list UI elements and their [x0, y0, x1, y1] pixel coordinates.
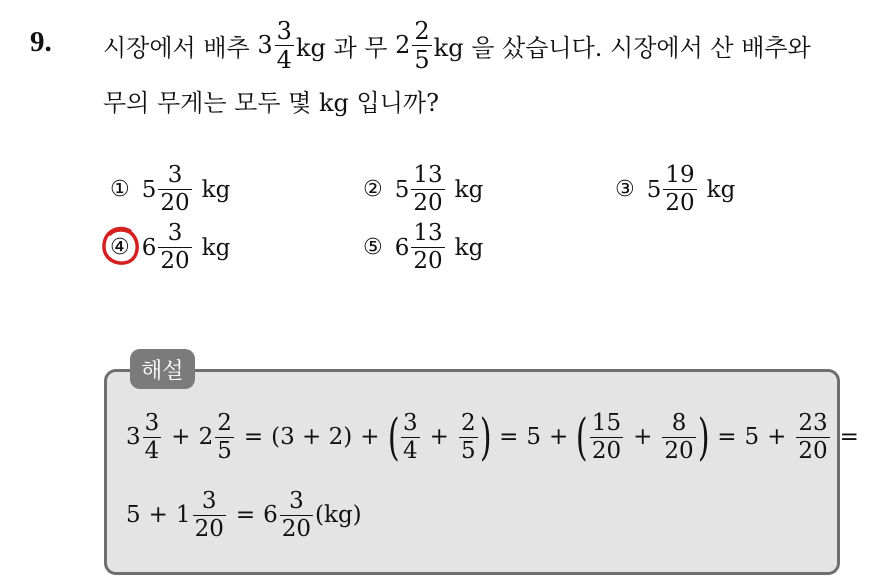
answer-denominator: 20 — [281, 515, 312, 542]
option-2-numerator: 13 — [413, 162, 443, 188]
radish-whole: 2 — [395, 31, 411, 59]
term-b-numerator: 2 — [217, 409, 232, 436]
five-value: 5 — [126, 502, 141, 528]
option-1-fraction — [158, 164, 191, 215]
cabbage-denominator: 4 — [276, 45, 292, 74]
term-g-denominator: 20 — [798, 437, 828, 464]
option-1-numerator: 3 — [167, 162, 183, 188]
term-h-whole: 1 — [175, 502, 191, 528]
term-h-numerator: 3 — [201, 487, 217, 514]
option-3[interactable] — [615, 164, 735, 215]
term-g-numerator: 23 — [798, 409, 828, 436]
term-d-fraction — [459, 409, 478, 464]
open-paren: ( — [387, 408, 400, 466]
solution-line-1 — [126, 402, 867, 472]
radish-fraction — [412, 16, 431, 74]
plus-sign: + — [633, 424, 653, 450]
question-text-part2: kg 과 무 — [295, 33, 396, 62]
radish-denominator: 5 — [414, 45, 430, 74]
term-f-numerator: 8 — [671, 409, 687, 436]
term-c-fraction — [401, 409, 420, 464]
option-1-marker: ① — [110, 177, 130, 202]
option-5-numerator: 13 — [413, 220, 443, 246]
term-b-denominator: 5 — [217, 437, 232, 464]
equals-sign: = — [839, 424, 859, 450]
term-d-numerator: 2 — [460, 409, 476, 436]
option-3-whole: 5 — [646, 176, 662, 203]
option-5-unit: kg — [454, 234, 484, 261]
cabbage-fraction — [275, 16, 294, 74]
option-3-numerator: 19 — [665, 162, 695, 188]
term-b-whole: 2 — [198, 424, 214, 450]
question-line-1 — [103, 18, 811, 72]
cabbage-whole: 3 — [257, 31, 273, 59]
equals-sign: = — [717, 424, 737, 450]
answer-whole: 6 — [263, 502, 278, 528]
question-text-part1: 시장에서 배추 — [103, 33, 258, 62]
option-4-fraction — [158, 222, 191, 273]
option-1-unit: kg — [201, 176, 231, 203]
whole-group: (3 + 2) — [271, 424, 353, 450]
answer-circle-mark — [100, 224, 142, 268]
option-1-whole: 5 — [141, 176, 157, 203]
term-h-denominator: 20 — [194, 515, 224, 542]
term-b-fraction — [215, 409, 234, 464]
option-3-fraction — [663, 164, 696, 215]
answer-unit: (kg) — [315, 502, 362, 528]
option-4-numerator: 3 — [167, 220, 183, 246]
option-4-whole: 6 — [141, 234, 157, 261]
plus-sign: + — [360, 424, 380, 450]
option-5-fraction — [411, 222, 444, 273]
plus-sign: + — [148, 502, 168, 528]
option-2-fraction — [411, 164, 444, 215]
term-c-denominator: 4 — [403, 437, 418, 464]
option-3-marker: ③ — [615, 177, 635, 202]
term-f-denominator: 20 — [664, 437, 694, 464]
option-4-unit: kg — [201, 234, 231, 261]
question-line-2: 무의 무게는 모두 몇 kg 입니까? — [103, 88, 439, 117]
option-3-denominator: 20 — [665, 190, 695, 216]
term-a-denominator: 4 — [144, 437, 160, 464]
option-1-denominator: 20 — [160, 190, 190, 216]
option-1[interactable] — [110, 164, 230, 215]
question-text-part3: kg 을 샀습니다. 시장에서 산 배추와 — [433, 33, 811, 62]
solution-line-2 — [126, 480, 362, 550]
five-value: 5 — [744, 424, 760, 450]
term-a-numerator: 3 — [144, 409, 160, 436]
option-2-whole: 5 — [394, 176, 410, 203]
term-c-numerator: 3 — [403, 409, 418, 436]
term-e-fraction — [590, 409, 623, 464]
term-a-whole: 3 — [126, 424, 141, 450]
term-a-fraction — [143, 409, 162, 464]
plus-sign: + — [549, 424, 569, 450]
close-paren: ) — [697, 408, 710, 466]
option-2-denominator: 20 — [413, 190, 443, 216]
term-g-fraction — [796, 409, 829, 464]
option-5-whole: 6 — [394, 234, 410, 261]
close-paren: ) — [479, 408, 492, 466]
five-value: 5 — [526, 424, 542, 450]
solution-label: 해설 — [130, 349, 195, 389]
equals-sign: = — [235, 502, 256, 528]
option-5-marker: ⑤ — [363, 235, 383, 260]
term-e-numerator: 15 — [591, 409, 622, 436]
equals-sign: = — [243, 424, 264, 450]
open-paren: ( — [576, 408, 588, 466]
option-4-marker: ④ — [110, 235, 130, 260]
plus-sign: + — [429, 424, 449, 450]
option-2-unit: kg — [454, 176, 484, 203]
cabbage-numerator: 3 — [276, 16, 292, 45]
option-5-denominator: 20 — [413, 248, 443, 274]
option-5[interactable] — [363, 222, 483, 273]
term-e-denominator: 20 — [591, 437, 622, 464]
option-2-marker: ② — [363, 177, 383, 202]
option-3-unit: kg — [706, 176, 736, 203]
term-h-fraction — [193, 487, 226, 542]
radish-numerator: 2 — [414, 16, 430, 45]
answer-numerator: 3 — [289, 487, 304, 514]
question-number: 9. — [30, 26, 52, 58]
option-2[interactable] — [363, 164, 483, 215]
option-4-denominator: 20 — [160, 248, 190, 274]
term-d-denominator: 5 — [460, 437, 476, 464]
term-f-fraction — [662, 409, 695, 464]
answer-fraction — [280, 487, 313, 542]
equals-sign: = — [499, 424, 519, 450]
plus-sign: + — [767, 424, 787, 450]
plus-sign: + — [171, 424, 191, 450]
